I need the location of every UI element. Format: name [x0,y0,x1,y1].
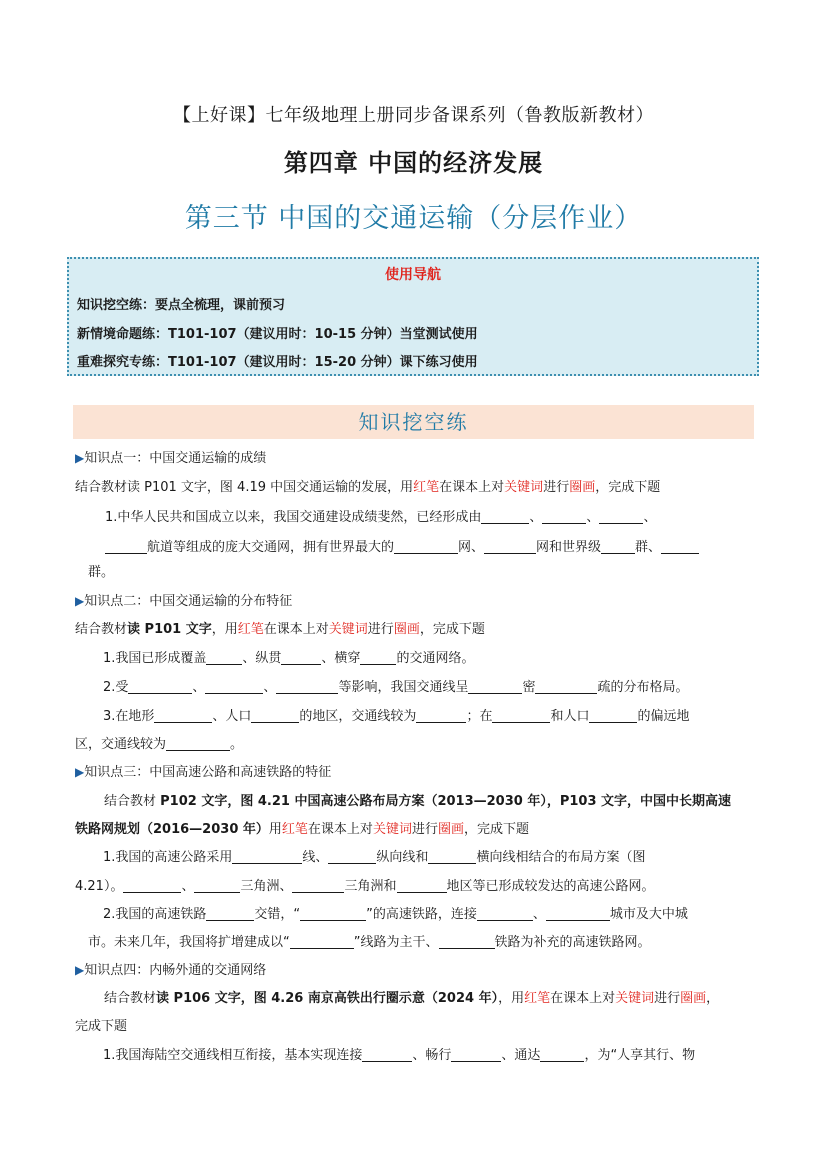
kp1-question-1-cont: 航道等组成的庞大交通网，拥有世界最大的 网、 网和世界级 群、 [105,536,699,555]
answer-blank[interactable] [128,679,192,694]
kp2-question-2: 2.受 、 、 等影响，我国交通线呈 密 疏的分布格局。 [103,680,689,695]
kp4-question-1: 1.我国海陆空交通线相互衔接，基本实现连接 、畅行 、通达 ，为“人享其行、物 [103,1048,696,1063]
answer-blank[interactable] [300,906,366,921]
kp4-intro-cont: 完成下题 [75,1019,128,1034]
kp4-intro: 结合教材读 P106 文字，图 4.26 南京高铁出行圈示意（2024 年），用红笔在课本上对关键词进行圈画， [104,991,720,1006]
kp2-question-3: 3.在地形 、人口 的地区，交通线较为 ；在 和人口 的偏远地 [103,709,690,724]
kp2-question-3-cont: 区，交通线较为 。 [75,737,244,752]
answer-blank[interactable] [360,650,396,665]
answer-blank[interactable] [540,1047,584,1062]
knowledge-point-2-title: ▶知识点二：中国交通运输的分布特征 [75,594,293,609]
answer-blank[interactable] [251,708,299,723]
answer-blank[interactable] [416,708,466,723]
answer-blank[interactable] [601,539,635,554]
kp3-question-1-cont: 4.21）。 、 三角洲、 三角洲和 地区等已形成较发达的高速公路网。 [75,879,655,894]
answer-blank[interactable] [661,539,699,554]
answer-blank[interactable] [599,509,643,524]
kp3-question-2-cont: 市。未来几年，我国将扩增建成以“ ”线路为主干、 铁路为补充的高速铁路网。 [88,935,651,950]
guide-line-class-test: 新情境命题练：T101-107（建议用时：10-15 分钟）当堂测试使用 [77,327,478,342]
answer-blank[interactable] [206,906,254,921]
answer-blank[interactable] [546,906,610,921]
usage-guide-title: 使用导航 [385,267,441,283]
answer-blank[interactable] [328,849,376,864]
answer-blank[interactable] [292,878,344,893]
kp3-intro: 结合教材 P102 文字，图 4.21 中国高速公路布局方案（2013—2030 年），P103 文字，中国中长期高速 [104,794,732,809]
answer-blank[interactable] [428,849,476,864]
answer-blank[interactable] [281,650,321,665]
kp1-intro: 结合教材读 P101 文字，图 4.19 中国交通运输的发展，用红笔在课本上对关键词进行圈画，完成下题 [75,480,661,495]
answer-blank[interactable] [477,906,533,921]
kp1-question-1-end: 群。 [88,565,115,580]
kp1-question-1: 1.中华人民共和国成立以来，我国交通建设成绩斐然，已经形成由 、 、 、 [105,510,657,525]
answer-blank[interactable] [589,708,637,723]
triangle-bullet-icon: ▶ [75,765,85,779]
answer-blank[interactable] [232,849,302,864]
section-title: 第三节 中国的交通运输（分层作业） [184,203,643,234]
answer-blank[interactable] [105,539,147,554]
kp3-intro-cont: 铁路网规划（2016—2030 年）用红笔在课本上对关键词进行圈画，完成下题 [75,822,529,837]
answer-blank[interactable] [542,509,586,524]
answer-blank[interactable] [154,708,212,723]
answer-blank[interactable] [451,1047,501,1062]
answer-blank[interactable] [276,679,338,694]
answer-blank[interactable] [468,679,522,694]
answer-blank[interactable] [290,934,354,949]
kp3-question-2: 2.我国的高速铁路 交错，“ ”的高速铁路，连接 、 城市及大中城 [103,907,688,922]
knowledge-point-1-title: ▶知识点一：中国交通运输的成绩 [75,451,267,466]
answer-blank[interactable] [206,650,242,665]
triangle-bullet-icon: ▶ [75,594,85,608]
answer-blank[interactable] [166,736,230,751]
answer-blank[interactable] [492,708,550,723]
knowledge-point-3-title: ▶知识点三：中国高速公路和高速铁路的特征 [75,765,332,780]
guide-line-preview: 知识挖空练：要点全梳理，课前预习 [77,298,286,313]
kp3-question-1: 1.我国的高速公路采用 线、 纵向线和 横向线相结合的布局方案（图 [103,850,646,865]
kp2-question-1: 1.我国已形成覆盖 、纵贯 、横穿 的交通网络。 [103,651,475,666]
answer-blank[interactable] [439,934,495,949]
triangle-bullet-icon: ▶ [75,451,85,465]
series-title: 【上好课】七年级地理上册同步备课系列（鲁教版新教材） [173,105,654,126]
answer-blank[interactable] [535,679,597,694]
guide-line-homework: 重难探究专练：T101-107（建议用时：15-20 分钟）课下练习使用 [77,355,478,370]
answer-blank[interactable] [394,539,458,554]
knowledge-point-4-title: ▶知识点四：内畅外通的交通网络 [75,963,267,978]
kp2-intro: 结合教材读 P101 文字，用红笔在课本上对关键词进行圈画，完成下题 [75,622,485,637]
triangle-bullet-icon: ▶ [75,963,85,977]
answer-blank[interactable] [484,539,536,554]
section-banner: 知识挖空练 [73,405,754,439]
answer-blank[interactable] [362,1047,412,1062]
answer-blank[interactable] [481,509,529,524]
answer-blank[interactable] [397,878,447,893]
answer-blank[interactable] [194,878,240,893]
answer-blank[interactable] [205,679,263,694]
chapter-title: 第四章 中国的经济发展 [283,149,544,177]
answer-blank[interactable] [123,878,181,893]
usage-guide-box [67,257,759,376]
